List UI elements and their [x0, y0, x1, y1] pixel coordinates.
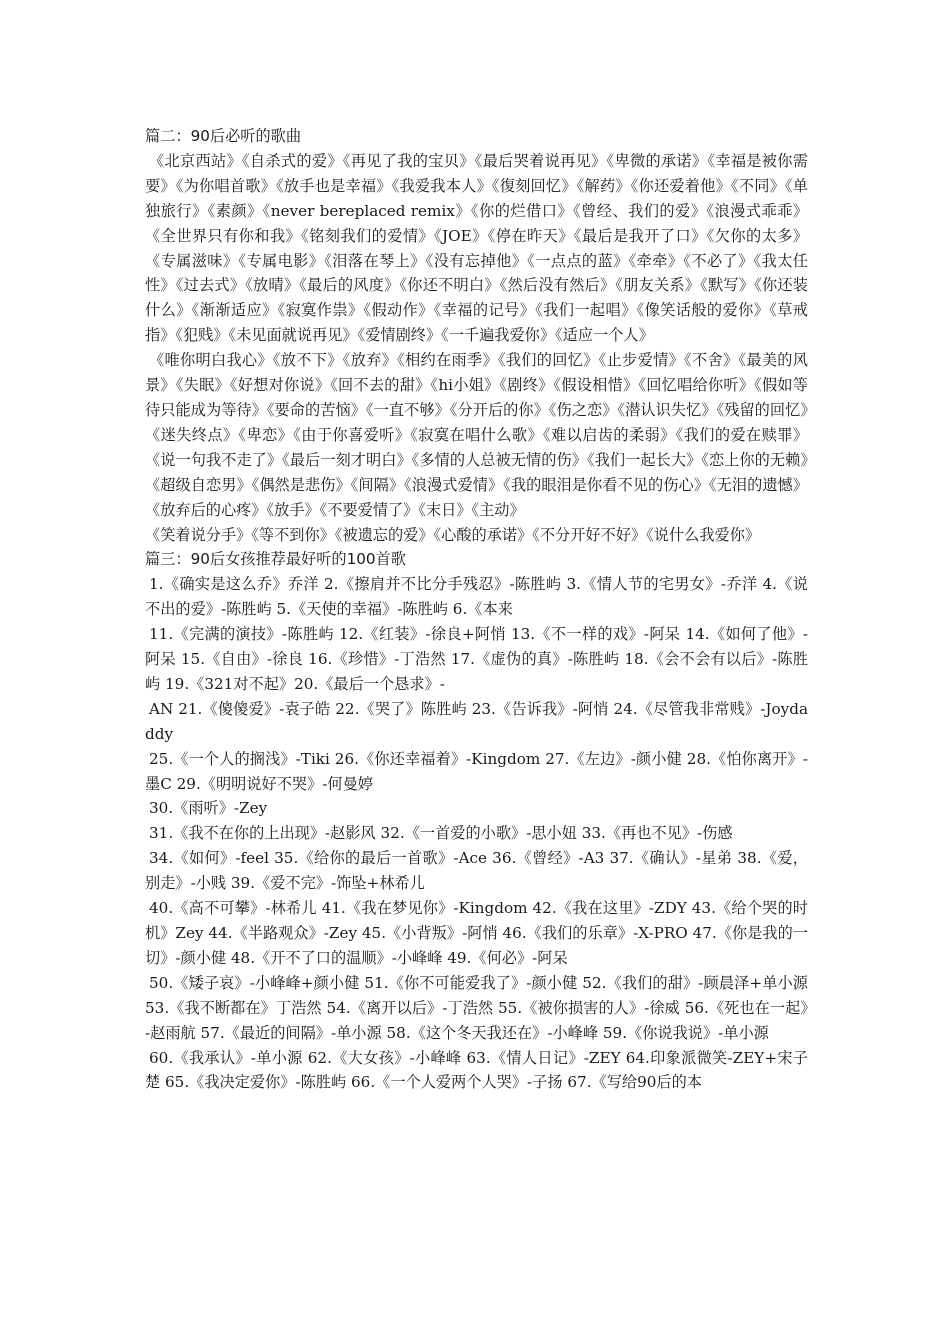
ranked-song-paragraph: 11.《完满的演技》-陈胜屿 12.《红装》-徐良+阿悄 13.《不一样的戏》-阿呆 14.《如何了他》-阿呆 15.《自由》-徐良 16.《珍惜》-丁浩然 17.《虚伪的真》-陈胜屿 18.《会不会有以后》-陈胜屿 19.《321对不起》20.《最后一个恳求》-: [145, 625, 808, 693]
song-list-paragraph: 《笑着说分手》《等不到你》《被遗忘的爱》《心酸的承诺》《不分开好不好》《说什么我爱你》: [145, 525, 761, 544]
ranked-song-paragraph: 50.《矮子哀》-小峰峰+颜小健 51.《你不可能爱我了》-颜小健 52.《我们的甜》-顾晨泽+单小源 53.《我不断都在》丁浩然 54.《离开以后》-丁浩然 55.《被你损害的人》-徐威 56.《死也在一起》-赵雨航 57.《最近的间隔》-单小源 58.《这个冬天我还在》-小峰峰 59.《你说我说》-单小源: [145, 973, 808, 1042]
ranked-song-paragraph: AN 21.《傻傻爱》-袁子皓 22.《哭了》陈胜屿 23.《告诉我》-阿悄 24.《尽管我非常贱》-Joydaddy: [145, 699, 808, 743]
ranked-song-paragraph: 25.《一个人的搁浅》-Tiki 26.《你还幸福着》-Kingdom 27.《左边》-颜小健 28.《怕你离开》-墨C 29.《明明说好不哭》-何曼婷: [145, 749, 808, 793]
ranked-song-paragraph: 1.《确实是这么乔》乔洋 2.《擦肩并不比分手残忍》-陈胜屿 3.《情人节的宅男女》-乔洋 4.《说不出的爱》-陈胜屿 5.《天使的幸福》-陈胜屿 6.《本来: [145, 575, 808, 619]
document-body: [145, 124, 808, 1095]
song-list-paragraph: 《北京西站》《自杀式的爱》《再见了我的宝贝》《最后哭着说再见》《卑微的承诺》《幸福是被你需要》《为你唱首歌》《放手也是幸福》《我爱我本人》《復刻回忆》《解药》《你还爱着他》《不同》《单独旅行》《素颜》《never bereplaced remix》《你的烂借口》《曾经、我们的爱》《浪漫式乖乖》《全世界只有你和我》《铭刻我们的爱情》《JOE》《停在昨天》《最后是我开了口》《欠你的太多》《专属滋味》《专属电影》《泪落在琴上》《没有忘掉他》《一点点的蓝》《牵牵》《不必了》《我太任性》《过去式》《放晴》《最后的风度》《你还不明白》《然后没有然后》《朋友关系》《默写》《你还装什么》《渐渐适应》《寂寞作祟》《假动作》《幸福的记号》《我们一起唱》《像笑话般的爱你》《草戒指》《犯贱》《未见面就说再见》《爱情剧终》《一千遍我爱你》《适应一个人》: [145, 151, 808, 345]
ranked-song-paragraph: 34.《如何》-feel 35.《给你的最后一首歌》-Ace 36.《曾经》-A3 37.《确认》-星弟 38.《爱，别走》-小贱 39.《爱不完》-饰坠+林希儿: [145, 849, 808, 893]
song-list-paragraph: 《唯你明白我心》《放不下》《放弃》《相约在雨季》《我们的回忆》《止步爱情》《不舍》《最美的风景》《失眠》《好想对你说》《回不去的甜》《hi小姐》《剧终》《假设相惜》《回忆唱给你听》《假如等待只能成为等待》《要命的苦恼》《一直不够》《分开后的你》《伤之恋》《潜认识失忆》《残留的回忆》《迷失终点》《卑恋》《由于你喜爱听》《寂寞在唱什么歌》《难以启齿的柔弱》《我们的爱在赎罪》《说一句我不走了》《最后一刻才明白》《多情的人总被无情的伤》《我们一起长大》《恋上你的无赖》《超级自恋男》《偶然是悲伤》《间隔》《浪漫式爱情》《我的眼泪是你看不见的伤心》《无泪的遗憾》《放弃后的心疼》《放手》《不要爱情了》《末日》《主动》: [145, 351, 808, 519]
ranked-song-paragraph: 30.《雨听》-Zey: [149, 799, 268, 818]
section-heading-part2: 篇二：90后必听的歌曲: [145, 127, 302, 145]
ranked-song-paragraph: 31.《我不在你的上出现》-赵影风 32.《一首爱的小歌》-思小妞 33.《再也不见》-伤感: [149, 824, 733, 843]
ranked-song-paragraph: 40.《高不可攀》-林希儿 41.《我在梦见你》-Kingdom 42.《我在这里》-ZDY 43.《给个哭的时机》Zey 44.《半路观众》-Zey 45.《小背叛》-阿悄 46.《我们的乐章》-X-PRO 47.《你是我的一切》-颜小健 48.《开不了口的温顺》-小峰峰 49.《何必》-阿呆: [145, 899, 808, 967]
ranked-song-paragraph: 60.《我承认》-单小源 62.《大女孩》-小峰峰 63.《情人日记》-ZEY 64.印象派微笑-ZEY+宋子楚 65.《我决定爱你》-陈胜屿 66.《一个人爱两个人哭》-子扬 67.《写给90后的本: [145, 1048, 808, 1092]
section-heading-part3: 篇三：90后女孩推荐最好听的100首歌: [145, 550, 406, 569]
